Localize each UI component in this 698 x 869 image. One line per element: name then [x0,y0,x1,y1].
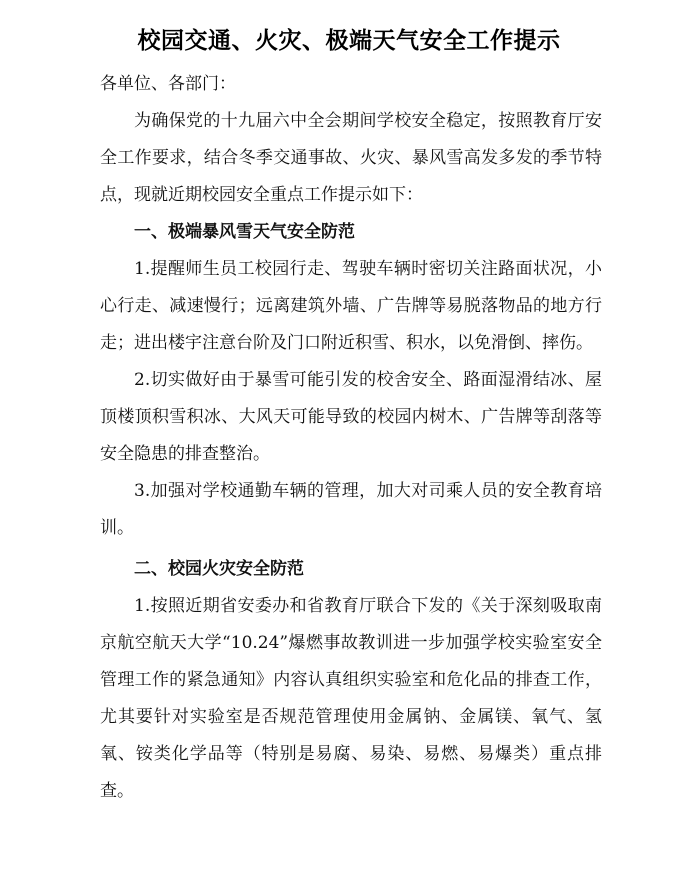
section-1-item-2: 2.切实做好由于暴雪可能引发的校舍安全、路面湿滑结冰、屋顶楼顶积雪积冰、大风天可能导致的校园内树木、广告牌等刮落等安全隐患的排查整治。 [100,370,602,464]
section-1-item-1: 1.提醒师生员工校园行走、驾驶车辆时密切关注路面状况，小心行走、减速慢行；远离建筑外墙、广告牌等易脱落物品的地方行走；进出楼宇注意台阶及门口附近积雪、积水，以免滑倒、摔伤。 [100,259,602,353]
section-heading-2: 二、校园火灾安全防范 [134,559,304,579]
section-1-item-3: 3.加强对学校通勤车辆的管理，加大对司乘人员的安全教育培训。 [100,481,602,538]
salutation: 各单位、各部门： [100,74,236,94]
document-title: 校园交通、火灾、极端天气安全工作提示 [137,28,561,54]
section-heading-1: 一、极端暴风雪天气安全防范 [134,222,355,242]
intro-paragraph: 为确保党的十九届六中全会期间学校安全稳定，按照教育厅安全工作要求，结合冬季交通事故、火灾、暴风雪高发多发的季节特点，现就近期校园安全重点工作提示如下： [100,111,602,205]
document-body [100,66,602,810]
section-2-item-1: 1.按照近期省安委办和省教育厅联合下发的《关于深刻吸取南京航空航天大学“10.24”爆燃事故教训进一步加强学校实验室安全管理工作的紧急通知》内容认真组织实验室和危化品的排查工作，尤其要针对实验室是否规范管理使用金属钠、金属镁、氧气、氢氧、铵类化学品等（特别是易腐、易染、易燃、易爆类）重点排查。 [100,596,602,801]
